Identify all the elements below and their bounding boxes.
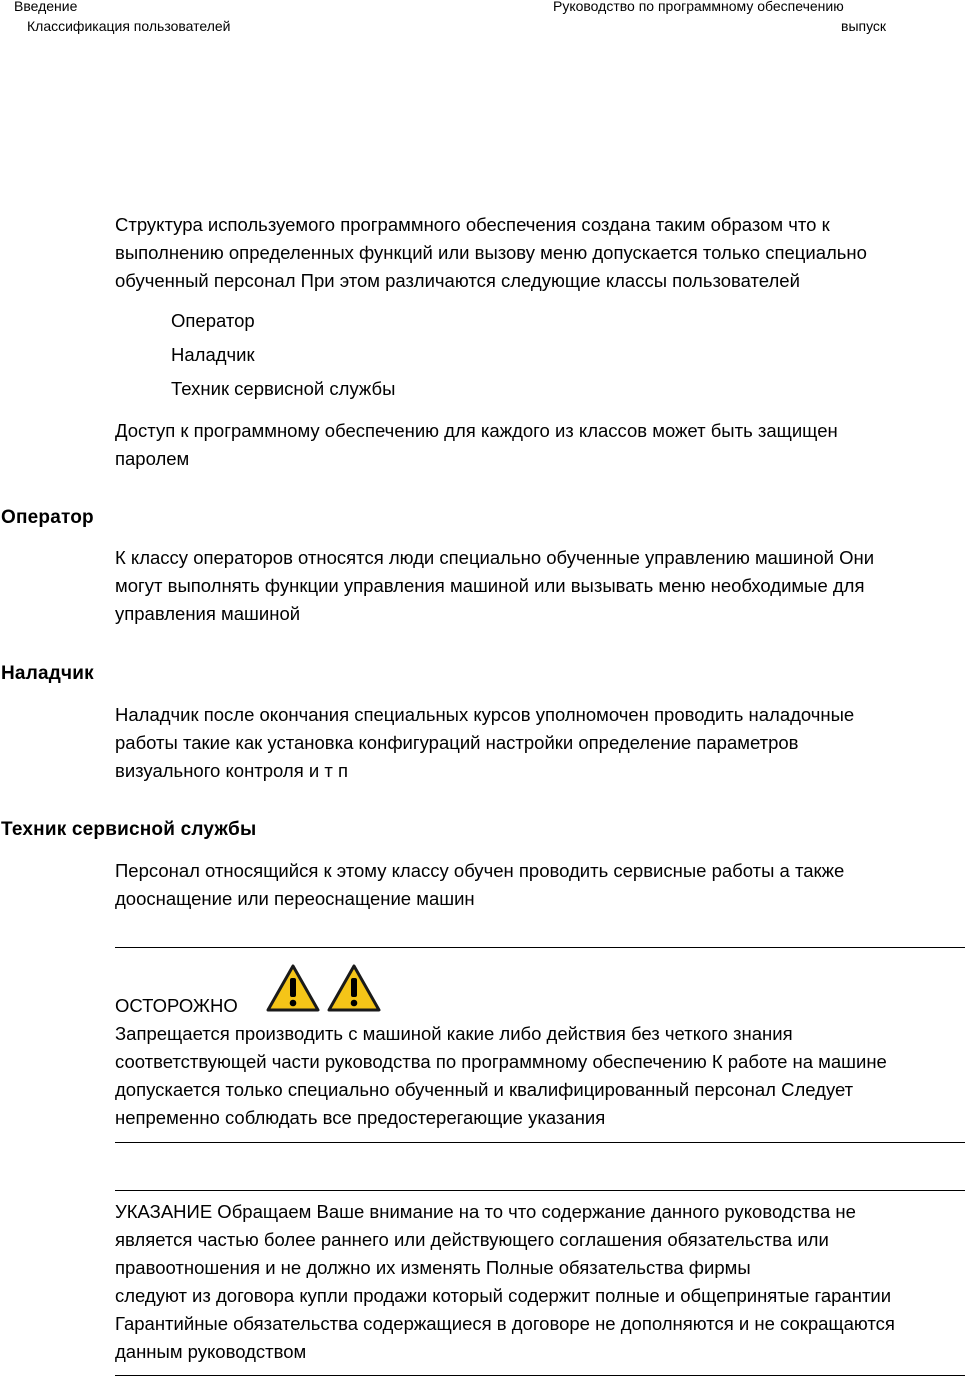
access-paragraph [115,417,838,473]
text-line: выполнению определенных функций или вызову меню допускается только специально [115,242,867,263]
list-item: Техник сервисной службы [171,378,396,399]
section-paragraph-operator [115,544,874,628]
text-line: правоотношения и не должно их изменять Полные обязательства фирмы [115,1257,751,1278]
text-line: следуют из договора купли продажи который содержит полные и общепринятые гарантии [115,1285,892,1306]
header-release: выпуск [841,18,887,34]
header-section-title: Введение [14,0,78,14]
text-line: Запрещается производить с машиной какие либо действия без четкого знания [115,1023,793,1044]
warning-triangle-icon [265,963,321,1013]
text-line: паролем [115,448,190,469]
note-top-divider [115,1190,965,1191]
text-line: К классу операторов относятся люди специально обученные управлению машиной Они [115,547,875,568]
caution-top-divider [115,947,965,948]
header-manual-title: Руководство по программному обеспечению [553,0,844,14]
text-line: непременно соблюдать все предостерегающие указания [115,1107,606,1128]
note-bottom-divider [115,1375,965,1376]
text-line: допускается только специально обученный и квалифицированный персонал Следует [115,1079,854,1100]
text-line: данным руководством [115,1341,307,1362]
text-line: управления машиной [115,603,301,624]
header-subsection-title: Классификация пользователей [27,18,231,34]
text-line: работы такие как установка конфигураций настройки определение параметров [115,732,799,753]
text-line: является частью более раннего или действующего соглашения обязательства или [115,1229,829,1250]
list-item: Оператор [171,310,255,331]
intro-paragraph [115,211,867,295]
text-line: УКАЗАНИЕ Обращаем Ваше внимание на то что содержание данного руководства не [115,1201,856,1222]
section-heading-setter: Наладчик [1,663,94,684]
section-paragraph-service-technician [115,857,844,913]
text-line: соответствующей части руководства по программному обеспечению К работе на машине [115,1051,887,1072]
text-line: могут выполнять функции управления машиной или вызывать меню необходимые для [115,575,865,596]
user-classes-list [171,304,395,406]
section-heading-service-technician: Техник сервисной службы [1,819,257,840]
caution-label: ОСТОРОЖНО [115,995,238,1016]
text-line: Доступ к программному обеспечению для каждого из классов может быть защищен [115,420,838,441]
note-text [115,1198,895,1366]
section-paragraph-setter [115,701,854,785]
section-heading-operator: Оператор [1,507,94,528]
caution-bottom-divider [115,1142,965,1143]
text-line: Персонал относящийся к этому классу обучен проводить сервисные работы а также [115,860,845,881]
list-item: Наладчик [171,344,255,365]
caution-text [115,1020,887,1132]
text-line: Структура используемого программного обеспечения создана таким образом что к [115,214,830,235]
text-line: обученный персонал При этом различаются следующие классы пользователей [115,270,800,291]
text-line: Гарантийные обязательства содержащиеся в договоре не дополняются и не сокращаются [115,1313,895,1334]
text-line: Наладчик после окончания специальных курсов уполномочен проводить наладочные [115,704,855,725]
warning-triangle-icon [326,963,382,1013]
text-line: дооснащение или переоснащение машин [115,888,475,909]
text-line: визуального контроля и т п [115,760,348,781]
